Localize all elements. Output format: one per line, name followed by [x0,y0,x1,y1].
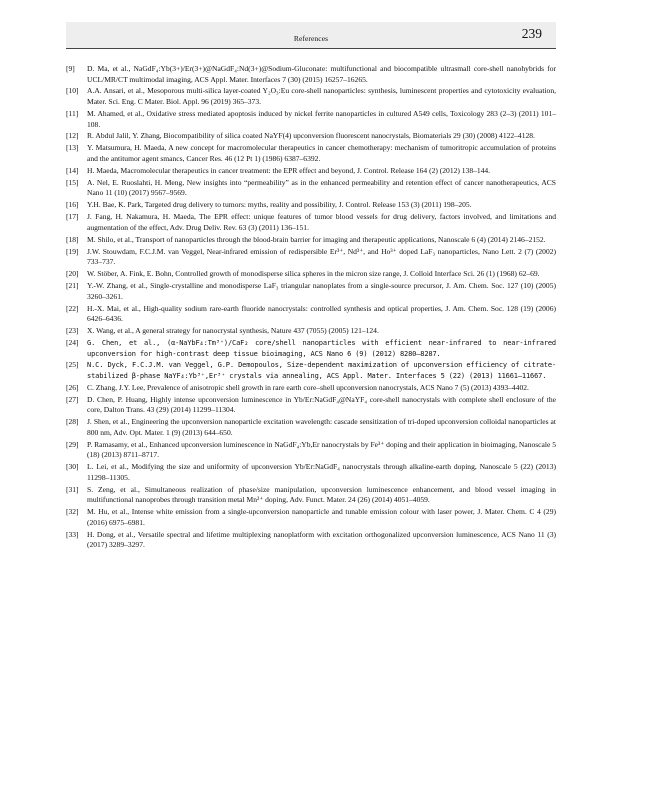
reference-item [66,86,556,107]
reference-text: C. Zhang, J.Y. Lee, Prevalence of anisotropic shell growth in rare earth core–shell upconversion nanocrystals, ACS Nano 7 (5) (2013) 4393–4402. [87,382,529,392]
reference-text: P. Ramasamy, et al., Enhanced upconversion luminescence in NaGdF₄:Yb,Er nanocrystals by Fe³⁺ doping and their application in bioimaging, Nanoscale 5 (18) (2013) 8711–8717. [87,439,556,460]
reference-item [66,530,556,551]
reference-item [66,269,556,280]
reference-number: [10] [66,86,79,96]
reference-item [66,200,556,211]
reference-text: N.C. Dyck, F.C.J.M. van Veggel, G.P. Demopoulos, Size-dependent maximization of upconversion efficiency of citrate-stabilized β-phase NaYF₄:Yb³⁺,Er³⁺ crystals via annealing, ACS Appl. Mater. Interfaces 5 (22) (2013) 11661–11667. [87,361,556,381]
reference-number: [12] [66,131,79,141]
reference-number: [23] [66,326,79,336]
reference-text: H.-X. Mai, et al., High-quality sodium rare-earth fluoride nanocrystals: controlled synthesis and optical properties, J. Am. Chem. Soc. 128 (19) (2006) 6426–6436. [87,303,556,324]
reference-text: M. Ahamed, et al., Oxidative stress mediated apoptosis induced by nickel ferrite nanoparticles in cultured A549 cells, Toxicology 283 (2–3) (2011) 101–108. [87,108,556,129]
reference-number: [24] [66,337,79,347]
reference-text: Y.H. Bae, K. Park, Targeted drug delivery to tumors: myths, reality and possibility, J. Control. Release 153 (3) (2011) 198–205. [87,200,472,210]
page-number: 239 [521,26,542,41]
reference-text: A.A. Ansari, et al., Mesoporous multi-silica layer-coated Y₂O₃:Eu core-shell nanoparticles: synthesis, luminescent properties and cytotoxicity evaluation, Mater. Sci. Eng. C Mater. Biol. Appl. 96 (2019) 365–373. [87,86,556,107]
reference-number: [26] [66,382,79,392]
reference-number: [25] [66,360,79,370]
reference-text: R. Abdul Jalil, Y. Zhang, Biocompatibility of silica coated NaYF(4) upconversion fluorescent nanocrystals, Biomaterials 29 (30) (2008) 4122–4128. [87,131,535,141]
reference-text: G. Chen, et al., (α-NaYbF₄:Tm³⁺)/CaF₂ core/shell nanoparticles with efficient near-infrared to near-infrared upconversion for high-contrast deep tissue bioimaging, ACS Nano 6 (9) (2012) 8280–8287. [87,338,556,358]
reference-number: [20] [66,269,79,279]
reference-item [66,64,556,85]
reference-number: [22] [66,303,79,313]
reference-item [66,485,556,506]
reference-item [66,212,556,233]
reference-list [66,64,556,552]
reference-number: [27] [66,394,79,404]
header-title: References [293,34,329,43]
reference-text: Y.-W. Zhang, et al., Single-crystalline and monodisperse LaF₃ triangular nanoplates from a single-source precursor, J. Am. Chem. Soc. 127 (10) (2005) 3260–3261. [87,281,556,301]
reference-text: H. Maeda, Macromolecular therapeutics in cancer treatment: the EPR effect and beyond, J. Control. Release 164 (2) (2012) 138–144. [87,165,491,175]
reference-number: [18] [66,234,79,244]
reference-item [66,304,556,325]
reference-number: [14] [66,165,79,175]
reference-item [66,440,556,461]
reference-number: [19] [66,246,79,256]
reference-text: H. Dong, et al., Versatile spectral and lifetime multiplexing nanoplatform with excitation orthogonalized upconversion luminescence, ACS Nano 11 (3) (2017) 3289–3297. [87,529,556,550]
reference-text: X. Wang, et al., A general strategy for nanocrystal synthesis, Nature 437 (7055) (2005) 121–124. [87,326,379,336]
reference-text: Y. Matsumura, H. Maeda, A new concept for macromolecular therapeutics in cancer chemotherapy: mechanism of tumoritropic accumulation of proteins and the antitumor agent smancs, Cancer Res. 46 (12 Pt 1) (1986) 6387–6392. [87,143,556,163]
reference-text: L. Lei, et al., Modifying the size and uniformity of upconversion Yb/Er:NaGdF₄ nanocrystals through alkaline-earth doping, Nanoscale 5 (22) (2013) 11298–11305. [87,462,556,482]
reference-text: J. Shen, et al., Engineering the upconversion nanoparticle excitation wavelength: cascade sensitization of tri-doped upconversion colloidal nanoparticles at 800 nm, Adv. Opt. Mater. 1 (9) (2013) 644–650. [87,417,556,437]
running-header [66,22,556,49]
reference-text: A. Nel, E. Ruoslahti, H. Meng, New insights into “permeability” as in the enhanced permeability and retention effect of cancer nanotherapeutics, ACS Nano 11 (10) (2017) 9567–9569. [87,177,556,198]
reference-item [66,109,556,130]
reference-number: [11] [66,108,79,118]
reference-item [66,143,556,164]
reference-text: S. Zeng, et al., Simultaneous realization of phase/size manipulation, upconversion luminescence enhancement, and blood vessel imaging in multifunctional nanoprobes through transition metal Mn²⁺ doping, Adv. Funct. Mater. 24 (26) (2014) 4051–4059. [87,484,556,505]
reference-item [66,166,556,177]
reference-text: W. Stöber, A. Fink, E. Bohn, Controlled growth of monodisperse silica spheres in the micron size range, J. Colloid Interface Sci. 26 (1) (1968) 62–69. [87,269,540,279]
reference-text: M. Shilo, et al., Transport of nanoparticles through the blood-brain barrier for imaging and therapeutic applications, Nanoscale 6 (4) (2014) 2146–2152. [87,234,546,244]
reference-text: D. Chen, P. Huang, Highly intense upconversion luminescence in Yb/Er:NaGdF₄@NaYF₄ core-shell nanocrystals with complete shell enclosure of the core, Dalton Trans. 43 (29) (2014) 11299–11304. [87,394,556,415]
reference-number: [15] [66,177,79,187]
reference-number: [32] [66,507,79,517]
reference-item [66,338,556,359]
reference-item [66,326,556,337]
reference-item [66,462,556,483]
reference-number: [29] [66,439,79,449]
reference-item [66,281,556,302]
reference-number: [30] [66,462,79,472]
reference-number: [13] [66,143,79,153]
reference-item [66,395,556,416]
reference-number: [28] [66,417,79,427]
reference-item [66,247,556,268]
reference-item [66,417,556,438]
reference-item [66,383,556,394]
reference-item [66,178,556,199]
reference-text: J.W. Stouwdam, F.C.J.M. van Veggel, Near-infrared emission of redispersible Er³⁺, Nd³⁺, and Ho³⁺ doped LaF₃ nanoparticles, Nano Lett. 2 (7) (2002) 733–737. [87,246,556,267]
reference-number: [17] [66,212,79,222]
reference-number: [33] [66,529,79,539]
reference-item [66,131,556,142]
reference-number: [21] [66,281,79,291]
reference-number: [16] [66,200,79,210]
reference-item [66,360,556,381]
reference-item [66,507,556,528]
reference-number: [9] [66,64,75,73]
reference-text: D. Ma, et al., NaGdF₄:Yb(3+)/Er(3+)@NaGdF₄:Nd(3+)@Sodium-Gluconate: multifunctional and biocompatible ultrasmall core-shell nanohybrids for UCL/MR/CT multimodal imaging, ACS Appl. Mater. Interfaces 7 (30) (2015) 16257–16265. [87,64,556,84]
reference-text: J. Fang, H. Nakamura, H. Maeda, The EPR effect: unique features of tumor blood vessels for drug delivery, factors involved, and limitations and augmentation of the effect, Adv. Drug Deliv. Rev. 63 (3) (2011) 136–151. [87,212,556,232]
reference-number: [31] [66,484,79,494]
reference-text: M. Hu, et al., Intense white emission from a single-upconversion nanoparticle and tunable emission colour with laser power, J. Mater. Chem. C 4 (29) (2016) 6975–6981. [87,507,556,527]
reference-item [66,235,556,246]
